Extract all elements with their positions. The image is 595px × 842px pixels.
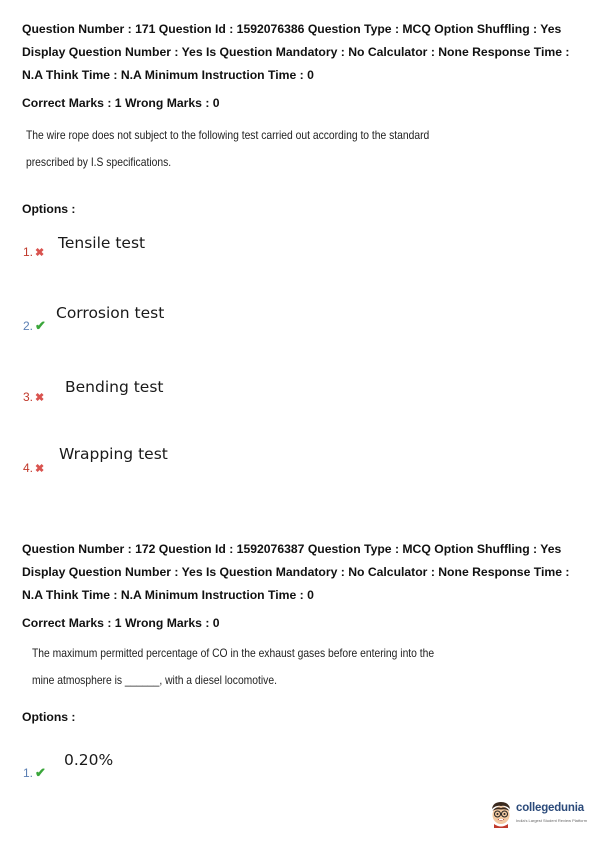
option-number-label: 1. [23,245,34,259]
logo-brand-text: collegedunia [516,802,584,814]
q172-option-1-number [23,765,46,781]
student-mascot-icon [488,800,514,828]
option-number-label: 3. [23,390,34,404]
logo-tagline: India's Largest Student Review Platform [516,818,588,823]
option-number-label: 1. [23,766,34,780]
q171-option-3-text[interactable]: Bending test [65,378,164,396]
question-172-text-line-2: mine atmosphere is ______, with a diesel locomotive. [32,673,277,687]
option-number-label: 4. [23,461,34,475]
question-171-text [26,122,473,176]
question-171-meta: Question Number : 171 Question Id : 1592076386 Question Type : MCQ Option Shuffling : Yes Display Question Number : Yes Is Question Mandatory : No Calculator : None Response Time : N.A Think Time : N.A Minimum Instruction Time : 0 [22,22,570,82]
question-172-meta: Question Number : 172 Question Id : 1592076387 Question Type : MCQ Option Shuffling : Yes Display Question Number : Yes Is Question Mandatory : No Calculator : None Response Time : N.A Think Time : N.A Minimum Instruction Time : 0 [22,542,570,602]
q171-option-3-number [23,390,44,404]
collegedunia-logo [488,798,588,832]
question-172-options-label: Options : [22,710,76,724]
question-171-text-line-1: The wire rope does not subject to the following test carried out according to the standard [26,128,430,142]
q172-option-1-text[interactable]: 0.20% [64,751,114,769]
correct-check-icon: ✔ [35,765,46,780]
q171-option-4-text[interactable]: Wrapping test [59,445,168,463]
correct-check-icon: ✔ [35,318,46,333]
question-172-marks: Correct Marks : 1 Wrong Marks : 0 [22,616,220,630]
wrong-cross-icon: ✖ [35,392,45,404]
q171-option-1-text[interactable]: Tensile test [58,234,146,252]
option-number-label: 2. [23,319,34,333]
question-172-text [32,640,479,694]
wrong-cross-icon: ✖ [35,463,45,475]
q171-option-4-number [23,461,44,475]
q171-option-2-number [23,318,46,334]
question-171-marks: Correct Marks : 1 Wrong Marks : 0 [22,96,220,110]
question-171-options-label: Options : [22,202,76,216]
q171-option-2-text[interactable]: Corrosion test [56,304,165,322]
question-171-text-line-2: prescribed by I.S specifications. [26,155,172,169]
q171-option-1-number [23,245,44,259]
wrong-cross-icon: ✖ [35,247,45,259]
question-172-text-line-1: The maximum permitted percentage of CO in the exhaust gases before entering into the [32,646,435,660]
